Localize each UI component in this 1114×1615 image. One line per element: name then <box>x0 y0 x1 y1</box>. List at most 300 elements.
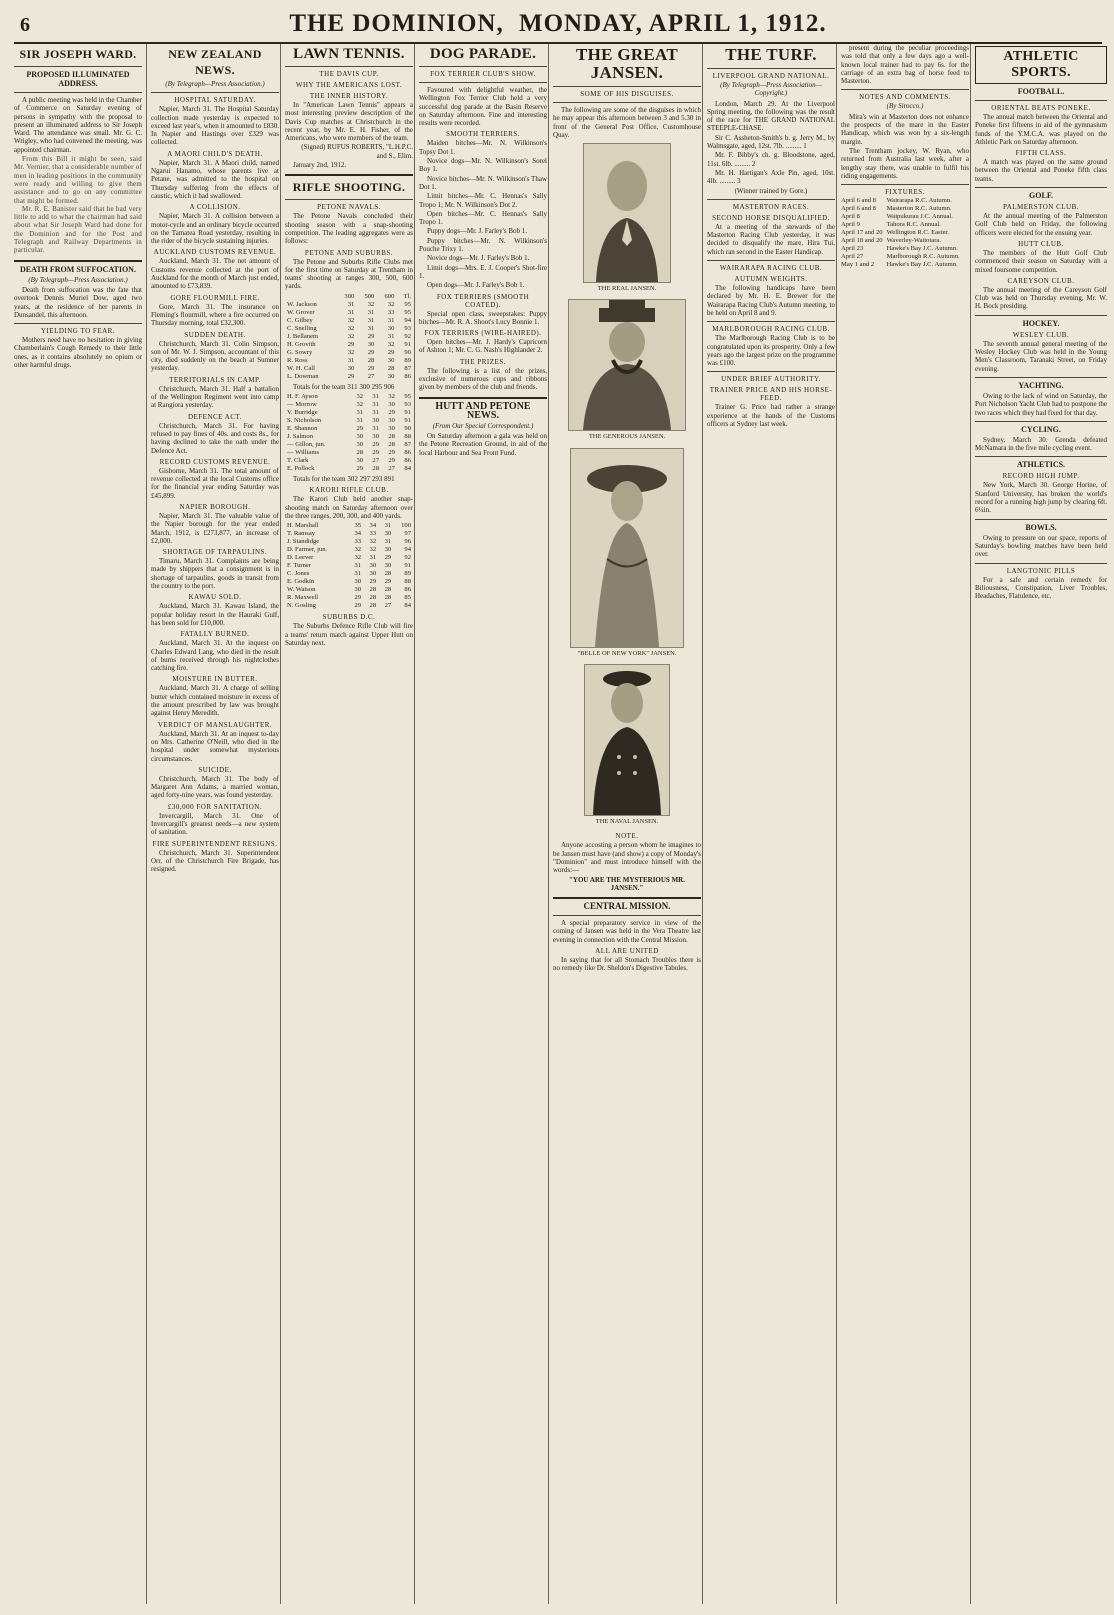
table-cell: 32 <box>369 546 377 554</box>
table-cell: W. Jackson <box>287 300 317 308</box>
table-row <box>285 465 413 473</box>
byline: (By Telegraph—Press Association—Copyright.) <box>720 81 822 98</box>
news-item-body: Auckland, March 31. A charge of selling butter which contained moisture in excess of the amount prescribed by law was brought against Henry Meredith. <box>151 684 279 718</box>
table-row <box>285 393 413 401</box>
table-cell: 29 <box>388 409 395 417</box>
headline-turf: THE TURF. <box>725 45 817 64</box>
news-item-title: MOISTURE IN BUTTER. <box>172 675 258 684</box>
news-item-body: Christchurch, March 31. Superintendent Orr, of the Christchurch Fire Brigade, has resigned. <box>151 848 279 874</box>
table-row <box>285 373 413 381</box>
table-cell: J. Salmon <box>287 433 314 441</box>
article-paragraph: Death from suffocation was the fate that overtook Dennis Muriel Dow, aged two years, at the residence of her parents in Dunsandel, this afternoon. <box>14 285 142 319</box>
table-cell: E. Pollock <box>287 465 315 473</box>
article-paragraph: The members of the Hutt Golf Club commenced their season on Saturday with a mixed foursome competition. <box>975 248 1107 274</box>
table-cell: 30 <box>387 372 395 380</box>
table-row <box>285 433 413 441</box>
news-item-body: Christchurch, March 31. Half a battalion of the Wellington Regiment went into camp at Rangiora yesterday. <box>151 384 279 410</box>
table-cell: 29 <box>384 554 392 562</box>
headline-lawn-tennis: LAWN TENNIS. <box>293 46 405 62</box>
subheadline-wairarapa: WAIRARAPA RACING CLUB. <box>719 264 823 273</box>
table-cell: 29 <box>388 449 395 457</box>
table-cell: C. Gilbey <box>287 316 313 324</box>
caption-generous-jansen: THE GENEROUS JANSEN. <box>588 433 666 441</box>
news-item-title: TERRITORIALS IN CAMP. <box>169 375 261 384</box>
article-paragraph: Anyone accosting a person whom he imagines to be Jansen must have (and show) a copy of Monday's "Dominion" and must introduce himself with the words:— <box>553 841 701 875</box>
table-row <box>285 554 413 562</box>
table-cell: 31 <box>367 324 375 332</box>
news-item-body: Invercargill, March 31. One of Invercargill's greatest needs—a new system of sanitation. <box>151 811 279 837</box>
fixture-event: Marlborough R.C. Autumn. <box>886 253 960 261</box>
table-cell: 35 <box>354 522 362 530</box>
fixtures-list <box>841 197 969 269</box>
table-cell: 29 <box>367 332 375 340</box>
column-dog-parade <box>414 44 547 1604</box>
table-cell: — Morrow <box>287 401 317 409</box>
table-cell: 31 <box>347 308 355 316</box>
table-cell: 29 <box>347 340 355 348</box>
table-cell: 28 <box>372 465 379 473</box>
news-item-body: Gore, March 31. The insurance on Fleming's flourmill, where a fire occurred on Thursday morning, total £32,300. <box>151 302 279 328</box>
table-row <box>285 409 413 417</box>
column-athletic-sports <box>970 44 1107 1604</box>
fixture-event: Hawke's Bay J.C. Autumn. <box>886 261 958 269</box>
news-item-title: FIRE SUPERINTENDENT RESIGNS. <box>152 839 278 848</box>
column-nz-news <box>146 44 279 1604</box>
table-row <box>285 425 413 433</box>
subheadline-palmerston: PALMERSTON CLUB. <box>1002 203 1080 212</box>
table-cell: H. Marshall <box>287 522 319 530</box>
fixture-event: Waverley-Waitotara. <box>886 237 941 245</box>
article-paragraph: The annual meeting of the Careyson Golf Club was held on Thursday evening, Mr. W. H. Bock presiding. <box>975 285 1107 311</box>
table-cell: 32 <box>369 538 377 546</box>
table-cell: 84 <box>404 602 411 610</box>
fixture-date: April 8 <box>841 213 860 221</box>
portrait-generous-jansen <box>568 299 686 431</box>
article-paragraph: The Trentham jockey, W. Ryan, who returned from Australia last week, after a lengthy stay there, was unable to fulfil his riding engagements. <box>841 146 969 180</box>
subheadline-hutt-club: HUTT CLUB. <box>1018 239 1064 248</box>
portrait-belle-jansen <box>570 448 684 648</box>
table-cell: 32 <box>354 546 362 554</box>
table-row <box>285 562 413 570</box>
table-cell: 33 <box>354 538 362 546</box>
news-item-title: NAPIER BOROUGH. <box>179 502 251 511</box>
table-cell: 100 <box>401 522 411 530</box>
table-cell: F. Turner <box>287 562 312 570</box>
article-paragraph: A special preparatory service in view of the coming of Jansen was held in the Vera Theatre last evening in connection with the Central Mission. <box>553 919 701 944</box>
table-cell: W. Grover <box>287 308 315 316</box>
table-cell: 30 <box>367 340 375 348</box>
table-cell: 29 <box>356 425 364 433</box>
subheadline-address: PROPOSED ILLUMINATED ADDRESS. <box>26 70 130 88</box>
subheadline-disguises: SOME OF HIS DISGUISES. <box>580 90 674 98</box>
table-cell: 90 <box>404 348 411 356</box>
table-cell: 86 <box>404 586 411 594</box>
column-turf-continued <box>836 44 969 1604</box>
table-row <box>285 538 413 546</box>
subheadline-note: NOTE. <box>615 832 639 841</box>
table-row <box>285 301 413 309</box>
table-cell: S. Nicholson <box>287 417 322 425</box>
subheadline-brief-authority: UNDER BRIEF AUTHORITY. <box>721 375 821 384</box>
paper-name: THE DOMINION, <box>289 10 504 37</box>
table-cell: E. Shannon <box>287 425 318 433</box>
table-cell: 31 <box>384 538 392 546</box>
news-item-title: SUICIDE. <box>198 765 232 774</box>
article-paragraph: The Karori Club held another snap-shooting match on Saturday afternoon over the three ranges, 200, 300, and 400 yards. <box>285 495 413 520</box>
table-cell: L. Dowman <box>287 372 319 380</box>
table-header-cell: 300 <box>344 292 355 300</box>
caption-naval-jansen: THE NAVAL JANSEN. <box>595 818 659 826</box>
subheadline-petone-navals: PETONE NAVALS. <box>317 203 381 212</box>
news-item-title: A COLLISION. <box>189 203 241 212</box>
table-cell: 30 <box>388 401 395 409</box>
subheadline-fixtures: FIXTURES. <box>885 188 925 197</box>
table-cell: 29 <box>367 348 375 356</box>
table-cell: 29 <box>387 348 395 356</box>
paper-date: MONDAY, APRIL 1, 1912. <box>518 10 827 37</box>
table-cell: 95 <box>404 300 411 308</box>
subheadline-fox-terrier: FOX TERRIER CLUB'S SHOW. <box>430 70 536 78</box>
table-cell: 30 <box>387 324 395 332</box>
table-cell: 89 <box>404 356 411 364</box>
subheadline-inner-history: THE INNER HISTORY. <box>309 92 389 100</box>
subheadline-hockey: HOCKEY. <box>1022 318 1060 328</box>
table-row <box>285 449 413 457</box>
table-cell: G. Sowry <box>287 348 313 356</box>
score-table <box>285 293 413 381</box>
fixture-date: April 18 and 20 <box>841 237 883 245</box>
table-cell: 32 <box>356 401 364 409</box>
article-paragraph: Mothers need have no hesitation in giving Chamberlain's Cough Remedy to their little ones, as it contains absolutely no opium or other harmful drugs. <box>14 336 142 370</box>
table-cell: 30 <box>372 417 379 425</box>
table-cell: 29 <box>354 602 362 610</box>
article-paragraph: Owing to pressure on our space, reports of Saturday's bowling matches have been held over. <box>975 533 1107 559</box>
article-paragraph: The Marlborough Racing Club is to be congratulated upon its prosperity. Only a few years ago the largest prize on the programme was £100. <box>707 334 835 368</box>
table-header-cell: 600 <box>384 292 395 300</box>
news-item-title: £30,000 FOR SANITATION. <box>167 802 263 811</box>
column-sir-joseph-ward <box>14 44 142 1604</box>
award-entry: Open dogs—Mr. J. Farley's Bob 1. <box>427 281 525 290</box>
table-cell: 33 <box>387 308 395 316</box>
headline-rifle-shooting: RIFLE SHOOTING. <box>292 180 406 195</box>
table-cell: 31 <box>354 570 362 578</box>
table-cell: 30 <box>354 578 362 586</box>
table-cell: 87 <box>404 364 411 372</box>
advert-langtonic: LANGTONIC PILLS <box>1006 566 1076 575</box>
table-cell: 86 <box>404 457 411 465</box>
table-row <box>285 441 413 449</box>
article-paragraph: The seventh annual general meeting of the Wesley Hockey Club was held in the Young Men's Classroom, Taranaki Street, on Friday evening. <box>975 339 1107 373</box>
award-entry: Maiden bitches—Mr. N. Wilkinson's Topsy Dot 1. <box>419 139 547 156</box>
table-row <box>285 586 413 594</box>
subheadline-fox-smooth: FOX TERRIERS (SMOOTH COATED). <box>436 292 530 309</box>
table-cell: V. Burridge <box>287 409 318 417</box>
table-cell: 33 <box>369 530 377 538</box>
article-paragraph: In saying that for all Stomach Troubles there is no remedy like Dr. Sheldon's Digestive Tabules. <box>553 956 701 973</box>
table-cell: 30 <box>356 441 364 449</box>
table-cell: 29 <box>356 465 364 473</box>
article-paragraph: Special open class, sweepstakes: Puppy bitches—Mr. R. A. Shoot's Lucy Bonnie 1. <box>419 309 547 326</box>
fixture-event: Hawke's Bay J.C. Autumn. <box>886 245 958 253</box>
table-cell: 32 <box>388 393 395 401</box>
subheadline-grand-national: LIVERPOOL GRAND NATIONAL. <box>712 72 830 80</box>
table-cell: 31 <box>367 308 375 316</box>
table-cell: 84 <box>404 465 411 473</box>
score-total: Totals for the team 311 300 295 906 <box>293 382 395 391</box>
table-cell: 86 <box>404 372 411 380</box>
table-cell: 31 <box>372 425 379 433</box>
headline-dog-parade: DOG PARADE. <box>429 46 537 62</box>
table-cell: 30 <box>372 433 379 441</box>
award-entry: Puppy bitches—Mr. N. Wilkinson's Pouche Trixy 1. <box>419 236 547 254</box>
article-paragraph: The Suburbs Defence Rifle Club will fire a teams' return match against Upper Hutt on Saturday next. <box>285 622 413 647</box>
subheadline-suburbs-dc: SUBURBS D.C. <box>322 613 376 622</box>
table-row <box>285 457 413 465</box>
letter-date: January 2nd, 1912. <box>293 161 347 170</box>
subheadline-fear: YIELDING TO FEAR. <box>40 327 116 336</box>
article-paragraph: A match was played on the same ground between the Oriental and Poneke fifth class teams. <box>975 158 1107 183</box>
race-result-line: Mr. H. Hartigan's Axle Pin, aged, 10st. 4lb. ......... 3 <box>707 168 835 186</box>
table-cell: 88 <box>404 433 411 441</box>
byline: (By Telegraph—Press Association.) <box>165 80 265 88</box>
table-cell: — Williams <box>287 449 320 457</box>
byline: (From Our Special Correspondent.) <box>432 421 534 430</box>
table-cell: 29 <box>354 594 362 602</box>
table-cell: 32 <box>347 332 355 340</box>
table-cell: 31 <box>372 393 379 401</box>
news-item-body: Napier, March 31. A collision between a motor-cycle and an ordinary bicycle occurred on the Tamatea Road yesterday, resulting in the rider of the bicycle sustaining injuries. <box>151 212 279 246</box>
news-item-body: Auckland, March 31. Kawau Island, the popular holiday resort in the Hauraki Gulf, has been sold for £10,000. <box>151 602 279 627</box>
table-row <box>285 570 413 578</box>
subheadline-autumn-weights: AUTUMN WEIGHTS. <box>734 275 808 284</box>
news-item-title: FATALLY BURNED. <box>180 630 250 639</box>
table-cell: 29 <box>367 364 375 372</box>
table-cell: 31 <box>387 332 395 340</box>
news-item-body: Christchurch, March 31. For having refused to pay fines of 40s. and costs 8s., for having declined to take the oath under the Defence Act. <box>151 421 279 455</box>
article-paragraph: Owing to the lack of wind on Saturday, the Port Nicholson Yacht Club had to postpone the two races which they had fixed for that day. <box>975 391 1107 417</box>
table-cell: 30 <box>369 570 377 578</box>
news-item-body: Napier, March 31. The Hospital Saturday collection made yesterday is expected to exceed last year's, when it amounted to £830. In Napier and Hastings over £329 was collected. <box>151 105 279 147</box>
table-cell: 28 <box>369 602 377 610</box>
subheadline-golf: GOLF. <box>1029 191 1053 201</box>
table-row <box>285 365 413 373</box>
subheadline-bowls: BOWLS. <box>1025 522 1057 532</box>
headline-nz-news: NEW ZEALAND NEWS. <box>168 47 262 77</box>
table-cell: 31 <box>354 562 362 570</box>
column-great-jansen <box>548 44 701 1604</box>
article-paragraph: From this Bill it might be seen, said Mr. Vernier, that a considerable number of men in leading positions in the community were ready and willing to give them assistance and to go on any committee that might be formed. <box>14 155 142 205</box>
table-cell: 31 <box>372 401 379 409</box>
table-cell: 28 <box>367 356 375 364</box>
table-cell: 92 <box>404 332 411 340</box>
table-cell: 30 <box>354 586 362 594</box>
table-cell: 29 <box>369 578 377 586</box>
table-cell: 93 <box>404 324 411 332</box>
table-cell: 30 <box>388 417 395 425</box>
table-cell: 94 <box>404 546 411 554</box>
article-paragraph: The Petone Navals concluded their shooting season with a snap-shooting competition. The leading aggregates were as follows: <box>285 212 413 246</box>
news-item-title: A MAORI CHILD'S DEATH. <box>167 149 263 158</box>
article-paragraph: Mira's win at Masterton does not enhance the prospects of the mare in the Easter Handicap, which was won by a six-length margin. <box>841 112 969 146</box>
table-cell: 34 <box>354 530 362 538</box>
subheadline-suffocation: DEATH FROM SUFFOCATION. <box>20 264 136 274</box>
news-item-title: DEFENCE ACT. <box>187 412 243 421</box>
article-paragraph: At the annual meeting of the Palmerston Golf Club held on Friday, the following officers were elected for the ensuing year. <box>975 212 1107 237</box>
fixture-date: April 6 and 8 <box>841 197 876 205</box>
table-cell: 28 <box>384 586 392 594</box>
table-cell: 29 <box>347 372 355 380</box>
article-paragraph: New York, March 30. George Horine, of Stanford University, has broken the world's record for a running high jump by clearing 6ft. 6¼in. <box>975 481 1107 515</box>
table-cell: 30 <box>384 562 392 570</box>
article-paragraph: Favoured with delightful weather, the Wellington Fox Terrier Club held a very successful dog parade at the Basin Reserve on Saturday afternoon. Fine and interesting results were recorded. <box>419 86 547 128</box>
fixture-date: May 1 and 2 <box>841 261 875 269</box>
subheadline-smooth: SMOOTH TERRIERS. <box>446 130 520 139</box>
article-paragraph: Mr. R. E. Banister said that he had very little to add to what the chairman had said about what Sir Joseph Ward had done for the Dominion and for the Post and Telegraph and Railway Departments in particular. <box>14 204 142 255</box>
table-row <box>285 317 413 325</box>
table-cell: 96 <box>404 538 411 546</box>
table-cell: 97 <box>404 530 411 538</box>
fixture-date: April 27 <box>841 253 864 261</box>
table-row <box>285 341 413 349</box>
column-lawn-tennis <box>280 44 413 1604</box>
table-cell: 29 <box>372 449 379 457</box>
awards-list <box>419 139 547 289</box>
table-cell: 32 <box>367 300 375 308</box>
news-item-title: HOSPITAL SATURDAY. <box>174 96 256 105</box>
article-paragraph: present during the peculiar proceedings was told that only a few days ago a well-known local trainer had to pay 6s. for the carriage of an extra bag of horse feed to Masterton. <box>841 44 969 86</box>
page-number: 6 <box>20 14 30 36</box>
award-entry: Novice dogs—Mr. N. Wilkinson's Sorel Boy 1. <box>419 157 547 174</box>
table-row <box>285 546 413 554</box>
subheadline-athletics: ATHLETICS. <box>1016 460 1066 470</box>
table-cell: 32 <box>347 324 355 332</box>
winner-note: (Winner trained by Gore.) <box>734 186 808 195</box>
article-paragraph: The annual match between the Oriental and Poneke first fifteens in aid of the gymnasium funds of the Y.M.C.A. was played on the Athletic Park on Saturday afternoon. <box>975 113 1107 146</box>
headline-sir-joseph-ward: SIR JOSEPH WARD. <box>19 47 137 61</box>
table-row <box>285 401 413 409</box>
table-row <box>285 417 413 425</box>
table-row <box>285 333 413 341</box>
award-entry: Puppy dogs—Mr. J. Farley's Bob 1. <box>427 227 528 236</box>
caption-belle-jansen: "BELLE OF NEW YORK" JANSEN. <box>577 649 677 657</box>
table-cell: 28 <box>388 441 395 449</box>
fixture-event: Masterton R.C. Autumn. <box>886 205 952 213</box>
news-item-body: Timaru, March 31. Complaints are being made by shippers that a consignment is in shortage of tarpaulins, goods in transit from the country to the port. <box>151 557 279 591</box>
table-cell: 32 <box>356 393 364 401</box>
fixture-event: Wellington R.C. Easter. <box>886 229 949 237</box>
byline: (By Sirocco.) <box>886 102 924 111</box>
news-item-body: Gisborne, March 31. The total amount of revenue collected at the local Customs office for the financial year ending Saturday was £45,899. <box>151 466 279 500</box>
table-cell: C. Snelling <box>287 324 317 332</box>
award-entry: Limit dogs—Mrs. E. J. Cooper's Shot-fire 1. <box>419 263 547 280</box>
award-entry: Novice bitches—Mr. N. Wilkinson's Thaw Dot 1. <box>419 174 547 191</box>
table-row <box>285 309 413 317</box>
table-cell: D. Farmer, jun. <box>287 546 328 554</box>
caption-real-jansen: THE REAL JANSEN. <box>597 285 657 293</box>
headline-great-jansen: THE GREAT JANSEN. <box>575 45 679 82</box>
subheadline-all-united: ALL ARE UNITED <box>595 947 659 956</box>
table-cell: 32 <box>347 316 355 324</box>
masthead-title <box>14 10 1102 38</box>
table-cell: 27 <box>388 465 395 473</box>
news-item-body: Auckland, March 31. At the inquest on Charles Edward Lang, who died in the result of burns received through his nightclothes catching fire. <box>151 639 279 673</box>
jansen-quote: "YOU ARE THE MYSTERIOUS MR. JANSEN." <box>569 875 685 892</box>
table-cell: H. F. Ayson <box>287 393 318 401</box>
table-cell: 91 <box>404 340 411 348</box>
table-cell: 94 <box>404 316 411 324</box>
news-item-title: RECORD CUSTOMS REVENUE. <box>159 457 271 466</box>
article-paragraph: A public meeting was held in the Chamber of Commerce on Saturday evening of persons in sympathy with the proposal to present an illuminated address to Sir Joseph Ward. The attendance was small. Mr. G. C. Wrigley, who had convened the meeting, was appointed chairman. <box>14 96 142 154</box>
news-item-body: Christchurch, March 31. Colin Simpson, son of Mr. W. J. Simpson, accountant of this city, died suddenly on the beach at Sumner yesterday. <box>151 339 279 373</box>
table-cell: 92 <box>404 554 411 562</box>
subheadline-cycling: CYCLING. <box>1021 424 1061 434</box>
table-cell: W. H. Call <box>287 364 315 372</box>
table-cell: 89 <box>404 570 411 578</box>
table-header-cell: 500 <box>364 292 375 300</box>
headline-hutt-petone: HUTT AND PETONE NEWS. <box>435 400 531 421</box>
subheadline-karori: KARORI RIFLE CLUB. <box>309 486 389 495</box>
table-cell: 31 <box>347 300 355 308</box>
table-row <box>285 530 413 538</box>
article-paragraph: On Saturday afternoon a gala was held on the Petone Recreation Ground, in aid of the local Harbour and Sea Front Fund. <box>419 431 547 457</box>
masthead <box>14 8 1102 44</box>
article-paragraph: At a meeting of the stewards of the Masterton Racing Club yesterday, it was decided to disqualify the mare, Hira Tui, which ran second in the Easter Handicap. <box>707 222 835 256</box>
table-cell: 95 <box>404 308 411 316</box>
table-cell: 93 <box>404 401 411 409</box>
table-cell: 28 <box>369 586 377 594</box>
article-paragraph: Sydney, March 30. Grenda defeated McNamara in the five mile cycling event. <box>975 435 1107 453</box>
score-total: Totals for the team 302 297 293 891 <box>293 475 395 484</box>
portrait-naval-jansen <box>584 664 670 816</box>
table-cell: 34 <box>369 522 377 530</box>
letter-signature: (Signed) RUFUS ROBERTS, "L.H.P.C. and S., Elim. <box>301 143 413 160</box>
article-paragraph: The following handicaps have been declared by Mr. H. E. Brewer for the Wairarapa Racing Club's Autumn meeting, to be held on April 8 and 9. <box>707 284 835 317</box>
byline: (By Telegraph—Press Association.) <box>28 275 128 284</box>
fixture-event: Wairarapa R.C. Autumn. <box>886 197 952 205</box>
table-header-cell: Tl. <box>403 292 411 300</box>
table-cell: N. Gosling <box>287 602 316 610</box>
table-cell: 95 <box>404 393 411 401</box>
table-cell: W. Watson <box>287 586 316 594</box>
table-row <box>285 325 413 333</box>
table-cell: 28 <box>388 433 395 441</box>
subheadline-davis-cup: THE DAVIS CUP. <box>319 70 379 78</box>
table-cell: J. Bellanem <box>287 332 319 340</box>
table-cell: 31 <box>356 409 364 417</box>
table-cell: 30 <box>356 433 364 441</box>
subheadline-prizes: THE PRIZES. <box>460 357 506 366</box>
table-cell: 31 <box>347 356 355 364</box>
fixture-date: April 23 <box>841 245 864 253</box>
table-cell: — Gillon, jun. <box>287 441 326 449</box>
news-items <box>151 96 279 873</box>
table-cell: 91 <box>404 409 411 417</box>
table-cell: 28 <box>387 364 395 372</box>
fixture-date: April 6 and 8 <box>841 205 876 213</box>
subheadline-yachting: YACHTING. <box>1018 380 1064 390</box>
subheadline-americans-lost: WHY THE AMERICANS LOST. <box>295 81 403 89</box>
article-paragraph: London, March 29. At the Liverpool Spring meeting, the following was the result of the race for THE GRAND NATIONAL STEEPLE-CHASE. <box>707 99 835 133</box>
table-cell: 27 <box>372 457 379 465</box>
subheadline-high-jump: RECORD HIGH JUMP. <box>1002 472 1080 481</box>
table-cell: R. Maxwell <box>287 594 319 602</box>
news-item-title: KAWAU SOLD. <box>188 593 242 602</box>
article-paragraph: Open bitches—Mr. J. Hardy's Capricorn of Ashton 1; Mr. C. G. Nash's Highlander 2. <box>419 338 547 355</box>
table-cell: 90 <box>404 425 411 433</box>
table-cell: 85 <box>404 594 411 602</box>
news-item-body: Auckland, March 31. At an inquest to-day on Mrs. Catherine O'Neill, who died in the hospital under somewhat mysterious circumstances. <box>151 729 279 763</box>
table-cell: 31 <box>369 554 377 562</box>
